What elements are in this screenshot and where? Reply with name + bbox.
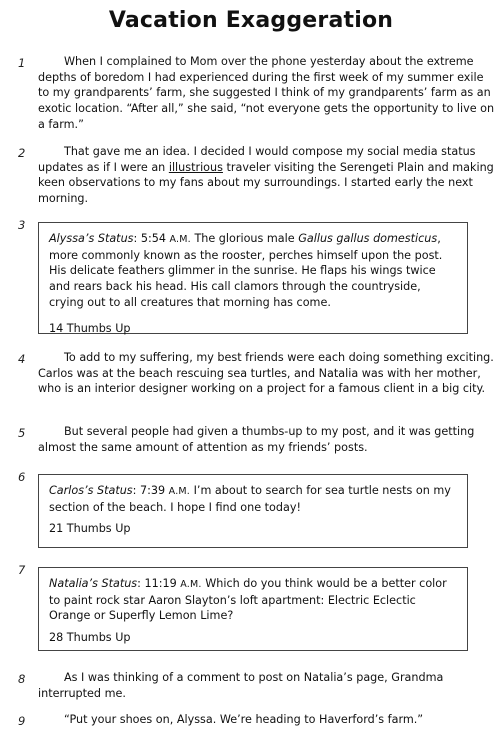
status-latin-name: Gallus gallus domesticus (298, 232, 438, 245)
paragraph-number-9: 9 (18, 714, 26, 728)
paragraph-9-text: “Put your shoes on, Alyssa. We’re heading to Haverford’s farm.” (64, 713, 424, 726)
paragraph-number-5: 5 (18, 426, 26, 440)
paragraph-number-4: 4 (18, 352, 26, 366)
status-box-alyssa (38, 222, 468, 334)
status-body: I’m about to search for sea turtle nests on my section of the beach. I hope I find one today! (49, 484, 451, 514)
paragraph-5-text: But several people had given a thumbs-up to my post, and it was getting almost the same amount of attention as my friends’ posts. (38, 425, 475, 454)
paragraph-8-text: As I was thinking of a comment to post on Natalia’s page, Grandma interrupted me. (38, 671, 444, 700)
status-body-b: , more commonly known as the rooster, perches himself upon the post. His delicate feathers glimmer in the sunrise. He flaps his wings twice and rears back his head. His call clamors through the countryside, crying out to all creatures that morning has come. (49, 232, 443, 309)
status-author: Alyssa’s Status (49, 232, 134, 245)
status-am: A.M. (169, 234, 191, 245)
paragraph-number-6: 6 (18, 470, 26, 484)
status-text (49, 231, 457, 311)
paragraph-1 (38, 54, 496, 133)
paragraph-5 (38, 424, 496, 455)
paragraph-number-7: 7 (18, 563, 26, 577)
status-body: Which do you think would be a better color to paint rock star Aaron Slayton’s loft apartment: Electric Eclectic Orange or Superfly Lemon Lime? (49, 577, 447, 623)
status-author: Carlos’s Status (49, 484, 133, 497)
status-box-natalia (38, 567, 468, 651)
paragraph-number-3: 3 (18, 218, 26, 232)
status-time: : 5:54 (133, 232, 170, 245)
paragraph-2-text-after: traveler visiting the Serengeti Plain and making keen observations to my fans about my surroundings. I started early the next morning. (38, 160, 494, 206)
status-time: : 11:19 (137, 577, 181, 590)
paragraph-2-text-before: That gave me an idea. I decided I would compose my social media status updates as if I were an (38, 145, 476, 174)
status-am: A.M. (168, 486, 191, 497)
paragraph-number-2: 2 (18, 146, 26, 160)
status-am: A.M. (180, 579, 202, 590)
paragraph-8 (38, 670, 496, 701)
thumbs-up-count: 28 Thumbs Up (49, 631, 131, 645)
vocabulary-word: illustrious (168, 160, 223, 174)
paragraph-4 (38, 350, 496, 397)
thumbs-up-count: 14 Thumbs Up (49, 321, 131, 335)
story-title: Vacation Exaggeration (108, 8, 394, 33)
status-author: Natalia’s Status (49, 577, 138, 590)
paragraph-4-text: To add to my suffering, my best friends were each doing something exciting. Carlos was at the beach rescuing sea turtles, and Natalia was with her mother, who is an interior designer working on a project for a famous client in a big city. (38, 351, 494, 396)
status-box-carlos (38, 474, 468, 548)
status-text (49, 576, 457, 624)
paragraph-2 (38, 144, 496, 207)
status-text (49, 483, 457, 515)
status-body-a: The glorious male (190, 232, 299, 245)
paragraph-9 (38, 712, 496, 728)
thumbs-up-count: 21 Thumbs Up (49, 522, 131, 536)
paragraph-number-1: 1 (18, 56, 26, 70)
paragraph-number-8: 8 (18, 672, 26, 686)
status-time: : 7:39 (132, 484, 169, 497)
paragraph-1-text: When I complained to Mom over the phone yesterday about the extreme depths of boredom I had experienced during the first week of my summer exile to my grandparents’ farm, she suggested I think of my grandparents’ farm as an exotic location. “After all,” she said, “not everyone gets the opportunity to live on a farm.” (38, 55, 495, 131)
